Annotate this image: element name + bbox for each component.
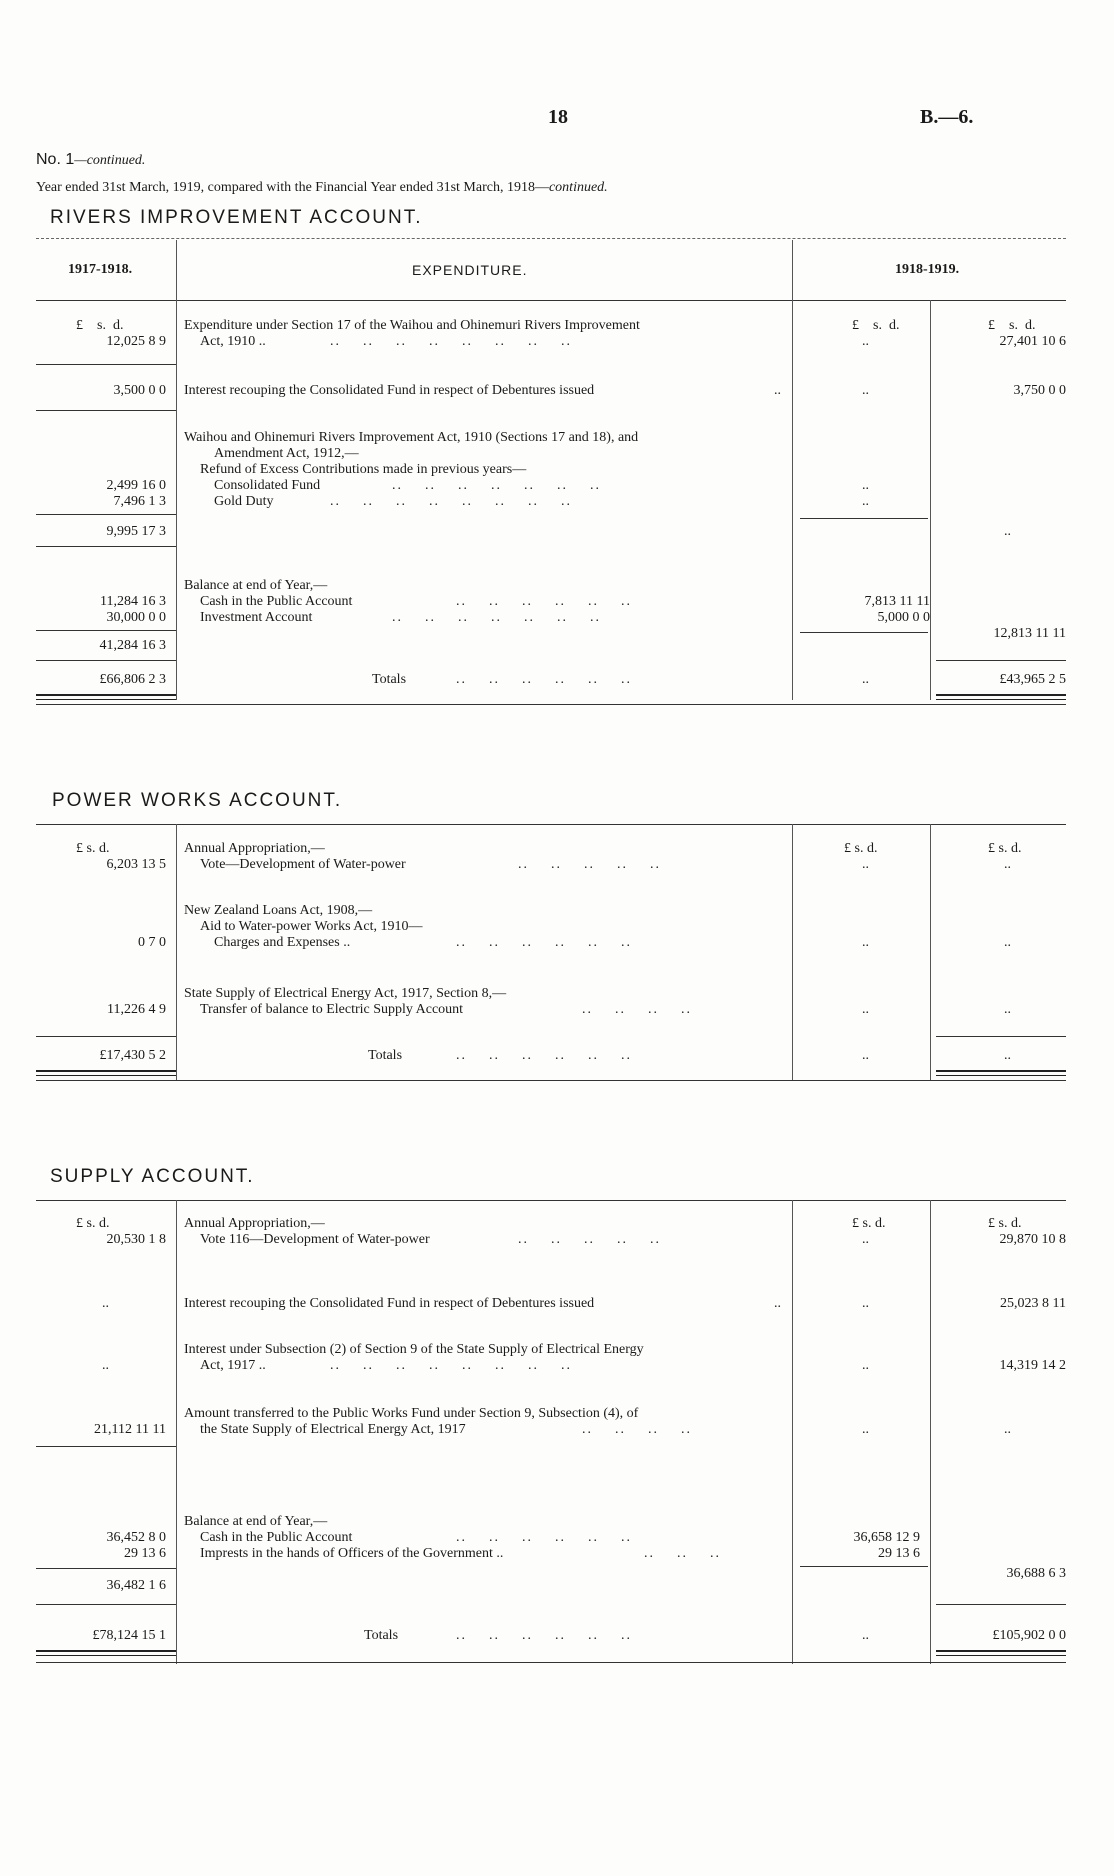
supply-row2-curr: 25,023 8 11: [1000, 1296, 1066, 1311]
power-double-rule: [36, 1070, 176, 1076]
rivers-row3-curr: ..: [1004, 524, 1011, 539]
supply-totals-curr: £105,902 0 0: [992, 1628, 1066, 1643]
supply-row1-text-a: Annual Appropriation,—: [184, 1216, 325, 1231]
power-totals-label: Totals: [368, 1048, 403, 1063]
rivers-title: RIVERS IMPROVEMENT ACCOUNT.: [50, 207, 423, 228]
power-double-rule: [936, 1070, 1066, 1076]
power-totals-prev: £17,430 5 2: [99, 1048, 166, 1063]
leader-dots: .. .. .. .. .. ..: [456, 1628, 632, 1643]
rivers-row2-prev: 3,500 0 0: [113, 383, 166, 398]
rivers-rule: [36, 514, 176, 515]
leader-dots: .. .. .. ..: [582, 1002, 692, 1017]
rivers-rule: [36, 660, 176, 661]
rivers-currency-head-right: £ s. d.: [988, 318, 1036, 333]
power-row3-prev: 11,226 4 9: [107, 1002, 166, 1017]
rivers-row4-item2-mid: 5,000 0 0: [877, 610, 930, 625]
rivers-row4-item1: Cash in the Public Account: [200, 594, 353, 609]
supply-row5-item2: Imprests in the hands of Officers of the Government ..: [200, 1546, 504, 1561]
supply-row4-text-a: Amount transferred to the Public Works Fund under Section 9, Subsection (4), of: [184, 1406, 639, 1421]
power-row2-prev: 0 7 0: [138, 935, 166, 950]
rivers-row3-item1-prev: 2,499 16 0: [106, 478, 166, 493]
supply-row1-prev: 20,530 1 8: [106, 1232, 166, 1247]
supply-double-rule: [936, 1650, 1066, 1656]
supply-vline-3: [930, 1200, 931, 1664]
rivers-totals-prev: £66,806 2 3: [99, 672, 166, 687]
power-totals-curr: ..: [1004, 1048, 1011, 1063]
supply-head-mid: £ s. d.: [852, 1216, 886, 1231]
power-row2-curr: ..: [1004, 935, 1011, 950]
power-row2-mid: ..: [862, 935, 869, 950]
rivers-row1-text-a: Expenditure under Section 17 of the Waihou and Ohinemuri Rivers Improvement: [184, 318, 640, 333]
rivers-row4-item1-prev: 11,284 16 3: [100, 594, 166, 609]
power-row1-curr: ..: [1004, 857, 1011, 872]
leader-dots: .. .. .. ..: [582, 1422, 692, 1437]
supply-row3-text-a: Interest under Subsection (2) of Section 9 of the State Supply of Electrical Energy: [184, 1342, 644, 1357]
rivers-row2-mid: ..: [862, 383, 869, 398]
rivers-rule: [36, 364, 176, 365]
supply-row1-curr: 29,870 10 8: [999, 1232, 1066, 1247]
rivers-row4-curr: 12,813 11 11: [993, 626, 1066, 641]
supply-row3-curr: 14,319 14 2: [999, 1358, 1066, 1373]
power-vline-2: [792, 824, 793, 1080]
supply-row4-curr: ..: [1004, 1422, 1011, 1437]
supply-row2-text: Interest recouping the Consolidated Fund in respect of Debentures issued: [184, 1296, 595, 1311]
rivers-row3-text-b: Amendment Act, 1912,—: [214, 446, 359, 461]
rivers-row4-item1-mid: 7,813 11 11: [864, 594, 930, 609]
supply-title: SUPPLY ACCOUNT.: [50, 1166, 255, 1187]
supply-row4-prev: 21,112 11 11: [94, 1422, 166, 1437]
rivers-row4-item2: Investment Account: [200, 610, 313, 625]
rivers-vline-2: [792, 240, 793, 700]
supply-vline-2: [792, 1200, 793, 1664]
supply-row3-mid: ..: [862, 1358, 869, 1373]
leader-dots: .. .. .. .. ..: [518, 857, 661, 872]
year-line: Year ended 31st March, 1919, compared with the Financial Year ended 31st March, 1918—continued.: [36, 180, 608, 195]
rivers-totals-label: Totals: [372, 672, 407, 687]
power-bottom-rule: [36, 1080, 1066, 1081]
supply-rule: [36, 1604, 176, 1605]
leader-dots: .. .. .. .. .. .. .. ..: [330, 334, 572, 349]
leader-dots: .. .. .. .. .. .. ..: [392, 610, 601, 625]
leader-dots: .. .. .. .. .. ..: [456, 935, 632, 950]
rivers-row3-item2: Gold Duty: [214, 494, 274, 509]
supply-rule: [36, 1568, 176, 1569]
supply-row5-curr: 36,688 6 3: [1006, 1566, 1066, 1581]
power-row2-text-b: Aid to Water-power Works Act, 1910—: [200, 919, 423, 934]
power-row3-text-a: State Supply of Electrical Energy Act, 1917, Section 8,—: [184, 986, 507, 1001]
leader-dots: .. .. .. .. .. ..: [456, 1530, 632, 1545]
power-head-right: £ s. d.: [988, 841, 1022, 856]
no-label: No. 1—continued.: [36, 151, 146, 168]
leader-dots: .. .. .. .. .. ..: [456, 672, 632, 687]
page-number: 18: [548, 106, 568, 128]
supply-rule: [936, 1604, 1066, 1605]
supply-row2-mid: ..: [862, 1296, 869, 1311]
leader-dots: .. .. .. .. .. .. .. ..: [330, 494, 572, 509]
supply-vline-1: [176, 1200, 177, 1664]
rivers-rule: [36, 410, 176, 411]
supply-row1-mid: ..: [862, 1232, 869, 1247]
supply-row2-prev: ..: [102, 1296, 109, 1311]
rivers-top-rule: [36, 238, 1066, 239]
power-row1-text-b: Vote—Development of Water-power: [200, 857, 406, 872]
rivers-rule: [36, 630, 176, 631]
document-reference: B.—6.: [920, 106, 974, 128]
power-rule: [936, 1036, 1066, 1037]
rivers-currency-head-left: £ s. d.: [76, 318, 124, 333]
supply-row4-text-b: the State Supply of Electrical Energy Act, 1917: [200, 1422, 466, 1437]
rivers-row3-item2-prev: 7,496 1 3: [113, 494, 166, 509]
supply-bottom-rule: [36, 1662, 1066, 1663]
leader-dots: .. .. .. .. ..: [518, 1232, 661, 1247]
power-head-left: £ s. d.: [76, 841, 110, 856]
rivers-vline-3: [930, 300, 931, 700]
rivers-row2-curr: 3,750 0 0: [1013, 383, 1066, 398]
supply-row5-item2-prev: 29 13 6: [124, 1546, 166, 1561]
rivers-double-rule: [936, 694, 1066, 700]
power-row3-curr: ..: [1004, 1002, 1011, 1017]
supply-totals-mid: ..: [862, 1628, 869, 1643]
supply-row5-item2-mid: 29 13 6: [878, 1546, 920, 1561]
leader-dots: .. .. .. .. .. ..: [456, 1048, 632, 1063]
power-top-rule: [36, 824, 1066, 825]
leader-dots: ..: [774, 1296, 781, 1311]
supply-totals-label: Totals: [364, 1628, 399, 1643]
power-row2-text-c: Charges and Expenses ..: [214, 935, 351, 950]
rivers-row3-text-c: Refund of Excess Contributions made in previous years—: [200, 462, 527, 477]
rivers-rule: [936, 660, 1066, 661]
supply-row5-text: Balance at end of Year,—: [184, 1514, 328, 1529]
power-row3-text-b: Transfer of balance to Electric Supply Account: [200, 1002, 464, 1017]
supply-head-left: £ s. d.: [76, 1216, 110, 1231]
power-row1-text-a: Annual Appropriation,—: [184, 841, 325, 856]
rivers-row3-text-a: Waihou and Ohinemuri Rivers Improvement Act, 1910 (Sections 17 and 18), and: [184, 430, 639, 445]
power-rule: [36, 1036, 176, 1037]
rivers-rule: [800, 632, 928, 633]
rivers-rule: [800, 518, 928, 519]
rivers-currency-head-mid: £ s. d.: [852, 318, 900, 333]
rivers-row4-subtotal: 41,284 16 3: [99, 638, 166, 653]
supply-row5-item1: Cash in the Public Account: [200, 1530, 353, 1545]
rivers-col-curr: 1918-1919.: [895, 262, 960, 277]
power-vline-3: [930, 824, 931, 1080]
rivers-row4-item2-prev: 30,000 0 0: [106, 610, 166, 625]
power-vline-1: [176, 824, 177, 1080]
rivers-totals-mid: ..: [862, 672, 869, 687]
rivers-row3-subtotal: 9,995 17 3: [106, 524, 166, 539]
rivers-bottom-rule: [36, 704, 1066, 705]
leader-dots: .. .. .. .. .. .. .. ..: [330, 1358, 572, 1373]
supply-row1-text-b: Vote 116—Development of Water-power: [200, 1232, 430, 1247]
rivers-totals-curr: £43,965 2 5: [999, 672, 1066, 687]
rivers-row3-mid: ..: [862, 494, 869, 509]
power-row3-mid: ..: [862, 1002, 869, 1017]
rivers-row1-text-b: Act, 1910 ..: [200, 334, 266, 349]
rivers-row1-mid: ..: [862, 334, 869, 349]
supply-row3-text-b: Act, 1917 ..: [200, 1358, 266, 1373]
supply-row5-subtotal: 36,482 1 6: [106, 1578, 166, 1593]
rivers-row3-item1: Consolidated Fund: [214, 478, 321, 493]
supply-row5-item1-mid: 36,658 12 9: [853, 1530, 920, 1545]
rivers-row1-curr: 27,401 10 6: [999, 334, 1066, 349]
power-totals-mid: ..: [862, 1048, 869, 1063]
supply-row4-mid: ..: [862, 1422, 869, 1437]
rivers-col-prev: 1917-1918.: [68, 262, 133, 277]
power-row2-text-a: New Zealand Loans Act, 1908,—: [184, 903, 373, 918]
leader-dots: ..: [862, 478, 869, 493]
supply-totals-prev: £78,124 15 1: [92, 1628, 166, 1643]
supply-rule: [800, 1566, 928, 1567]
rivers-row2-text: Interest recouping the Consolidated Fund in respect of Debentures issued: [184, 383, 595, 398]
supply-row5-item1-prev: 36,452 8 0: [106, 1530, 166, 1545]
power-row1-prev: 6,203 13 5: [106, 857, 166, 872]
leader-dots: .. .. .. .. .. .. ..: [392, 478, 601, 493]
rivers-rule: [36, 546, 176, 547]
supply-head-right: £ s. d.: [988, 1216, 1022, 1231]
power-title: POWER WORKS ACCOUNT.: [52, 790, 343, 811]
supply-top-rule: [36, 1200, 1066, 1201]
supply-double-rule: [36, 1650, 176, 1656]
rivers-row4-text: Balance at end of Year,—: [184, 578, 328, 593]
supply-row3-prev: ..: [102, 1358, 109, 1373]
rivers-vline-1: [176, 240, 177, 700]
leader-dots: ..: [774, 383, 781, 398]
power-head-mid: £ s. d.: [844, 841, 878, 856]
rivers-double-rule: [36, 694, 176, 700]
leader-dots: .. .. .. .. .. ..: [456, 594, 632, 609]
rivers-row1-prev: 12,025 8 9: [106, 334, 166, 349]
supply-rule: [36, 1446, 176, 1447]
rivers-col-exp: EXPENDITURE.: [412, 262, 528, 278]
leader-dots: .. .. ..: [644, 1546, 721, 1561]
power-row1-mid: ..: [862, 857, 869, 872]
rivers-header-rule: [36, 300, 1066, 301]
